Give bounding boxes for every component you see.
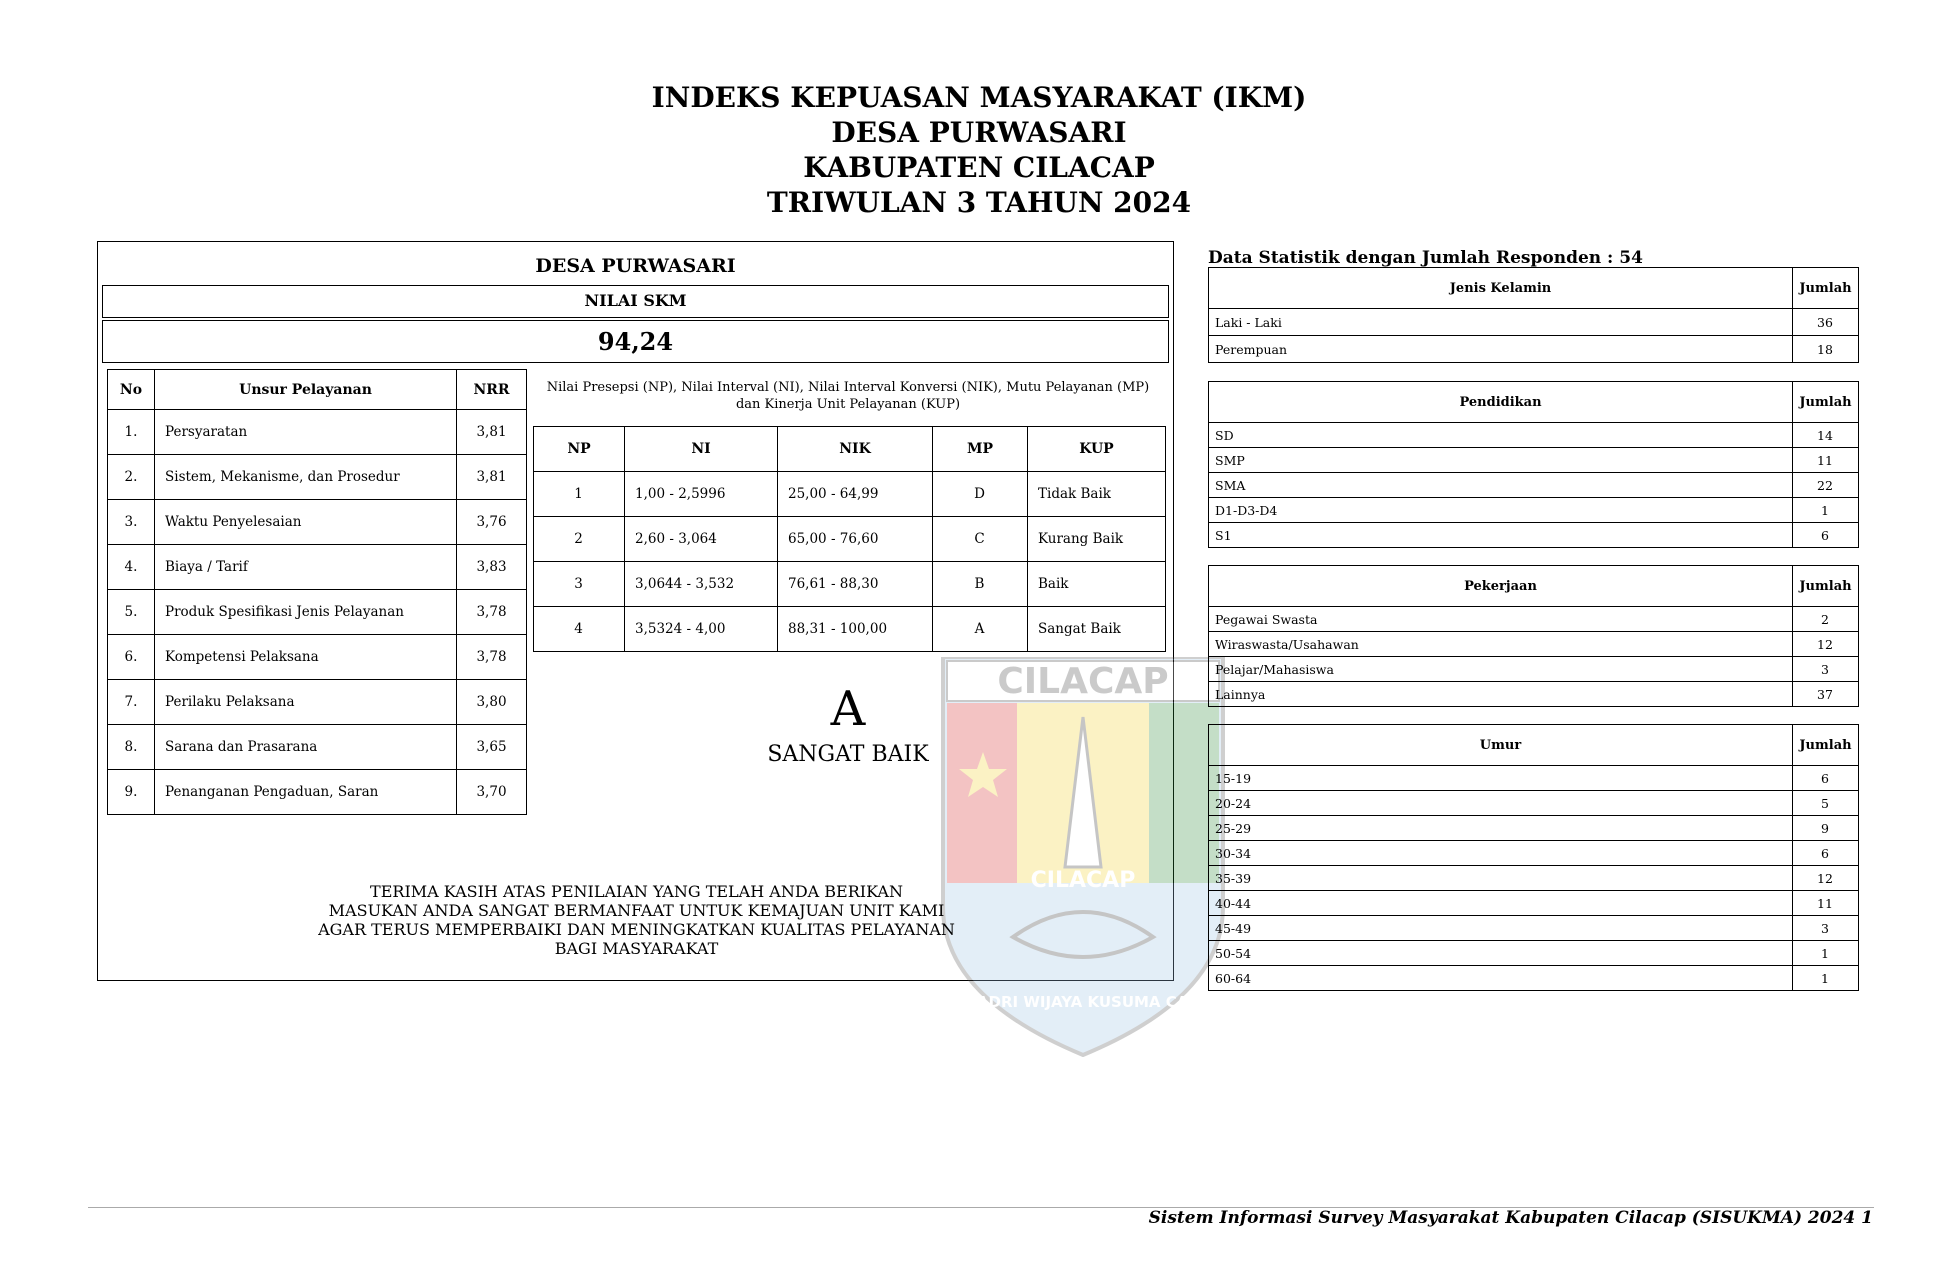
table-row: [1209, 607, 1859, 632]
skm-value: 94,24: [102, 320, 1169, 363]
skm-summary-box: [97, 241, 1216, 1011]
title-line-2: DESA PURWASARI: [831, 116, 1127, 149]
emblem-top-text: CILACAP: [997, 661, 1169, 702]
category-label: 50-54: [1209, 941, 1793, 966]
col-kup-header: KUP: [1028, 427, 1166, 472]
jumlah-header: Jumlah: [1793, 566, 1859, 607]
ni-range: 3,5324 - 4,00: [625, 607, 778, 652]
ni-range: 1,00 - 2,5996: [625, 472, 778, 517]
table-row: [108, 725, 527, 770]
thanks-line-3: AGAR TERUS MEMPERBAIKI DAN MENINGKATKAN KUALITAS PELAYANAN: [318, 920, 955, 939]
table-row: [108, 455, 527, 500]
col-nrr-header: NRR: [457, 370, 527, 410]
table-row: [108, 680, 527, 725]
table-header-row: [1209, 268, 1859, 309]
col-np-header: NP: [534, 427, 625, 472]
table-row: [108, 500, 527, 545]
emblem-bottom-text: JALADRI WIJAYA KUSUMA CAKTI: [950, 993, 1216, 1011]
row-number: 9.: [108, 770, 155, 815]
service-element-name: Produk Spesifikasi Jenis Pelayanan: [155, 590, 457, 635]
table-row: [1209, 498, 1859, 523]
category-header: Jenis Kelamin: [1209, 268, 1793, 309]
education-table: [1208, 381, 1859, 548]
category-label: S1: [1209, 523, 1793, 548]
np-value: 4: [534, 607, 625, 652]
kup-label: Baik: [1028, 562, 1166, 607]
category-header: Umur: [1209, 725, 1793, 766]
nrr-value: 3,81: [457, 410, 527, 455]
np-interval-body: [534, 472, 1166, 652]
thanks-line-4: BAGI MASYARAKAT: [554, 939, 719, 958]
service-element-name: Penanganan Pengaduan, Saran: [155, 770, 457, 815]
table-row: [534, 562, 1166, 607]
table-row: [1209, 309, 1859, 336]
thanks-line-2: MASUKAN ANDA SANGAT BERMANFAAT UNTUK KEMAJUAN UNIT KAMI: [328, 901, 945, 920]
village-heading: DESA PURWASARI: [535, 255, 736, 277]
category-header: Pendidikan: [1209, 382, 1793, 423]
thank-you-message: [98, 882, 1175, 958]
row-number: 7.: [108, 680, 155, 725]
count-value: 12: [1793, 632, 1859, 657]
statistics-title: Data Statistik dengan Jumlah Responden : 54: [1208, 248, 1643, 268]
service-element-name: Kompetensi Pelaksana: [155, 635, 457, 680]
table-row: [534, 607, 1166, 652]
np-caption-line-1: Nilai Presepsi (NP), Nilai Interval (NI), Nilai Interval Konversi (NIK), Mutu Pelayanan (MP): [546, 380, 1150, 395]
mp-grade: A: [933, 607, 1028, 652]
count-value: 18: [1793, 336, 1859, 363]
col-nik-header: NIK: [778, 427, 933, 472]
category-label: 45-49: [1209, 916, 1793, 941]
service-element-name: Waktu Penyelesaian: [155, 500, 457, 545]
table-row: [1209, 941, 1859, 966]
category-label: 20-24: [1209, 791, 1793, 816]
category-label: 40-44: [1209, 891, 1793, 916]
nrr-value: 3,78: [457, 635, 527, 680]
jumlah-header: Jumlah: [1793, 382, 1859, 423]
kup-label: Kurang Baik: [1028, 517, 1166, 562]
table-row: [1209, 816, 1859, 841]
category-label: Perempuan: [1209, 336, 1793, 363]
nrr-value: 3,83: [457, 545, 527, 590]
row-number: 2.: [108, 455, 155, 500]
table-header-row: [1209, 725, 1859, 766]
report-title: [0, 80, 1949, 220]
service-element-name: Biaya / Tarif: [155, 545, 457, 590]
footer-text: Sistem Informasi Survey Masyarakat Kabupaten Cilacap (SISUKMA) 2024 1: [1148, 1208, 1873, 1228]
np-value: 3: [534, 562, 625, 607]
count-value: 6: [1793, 841, 1859, 866]
count-value: 3: [1793, 657, 1859, 682]
nrr-value: 3,76: [457, 500, 527, 545]
count-value: 2: [1793, 607, 1859, 632]
table-row: [1209, 791, 1859, 816]
table-header-row: [1209, 382, 1859, 423]
col-no-header: No: [108, 370, 155, 410]
table-row: [1209, 891, 1859, 916]
col-ni-header: NI: [625, 427, 778, 472]
kup-label: Sangat Baik: [1028, 607, 1166, 652]
count-value: 11: [1793, 891, 1859, 916]
table-row: [1209, 766, 1859, 791]
nrr-value: 3,81: [457, 455, 527, 500]
table-row: [108, 635, 527, 680]
age-table: [1208, 724, 1859, 991]
table-header-row: [108, 370, 527, 410]
quality-grade-letter: A: [830, 681, 866, 737]
count-value: 6: [1793, 766, 1859, 791]
count-value: 6: [1793, 523, 1859, 548]
table-row: [1209, 841, 1859, 866]
table-row: [1209, 448, 1859, 473]
count-value: 22: [1793, 473, 1859, 498]
count-value: 1: [1793, 941, 1859, 966]
count-value: 11: [1793, 448, 1859, 473]
category-label: D1-D3-D4: [1209, 498, 1793, 523]
table-row: [1209, 423, 1859, 448]
jumlah-header: Jumlah: [1793, 725, 1859, 766]
count-value: 36: [1793, 309, 1859, 336]
service-elements-body: [108, 410, 527, 815]
category-label: Pelajar/Mahasiswa: [1209, 657, 1793, 682]
row-number: 3.: [108, 500, 155, 545]
mp-grade: B: [933, 562, 1028, 607]
table-row: [1209, 682, 1859, 707]
category-label: 30-34: [1209, 841, 1793, 866]
count-value: 1: [1793, 966, 1859, 991]
category-label: Wiraswasta/Usahawan: [1209, 632, 1793, 657]
row-number: 8.: [108, 725, 155, 770]
nik-range: 65,00 - 76,60: [778, 517, 933, 562]
gender-table: [1208, 267, 1859, 363]
table-row: [534, 517, 1166, 562]
nrr-value: 3,70: [457, 770, 527, 815]
count-value: 9: [1793, 816, 1859, 841]
category-label: Pegawai Swasta: [1209, 607, 1793, 632]
category-label: 35-39: [1209, 866, 1793, 891]
table-row: [1209, 473, 1859, 498]
category-label: 15-19: [1209, 766, 1793, 791]
category-label: SMP: [1209, 448, 1793, 473]
table-row: [534, 472, 1166, 517]
table-header-row: [534, 427, 1166, 472]
service-element-name: Sarana dan Prasarana: [155, 725, 457, 770]
row-number: 4.: [108, 545, 155, 590]
row-number: 1.: [108, 410, 155, 455]
count-value: 12: [1793, 866, 1859, 891]
np-interval-table: [533, 426, 1166, 652]
service-element-name: Perilaku Pelaksana: [155, 680, 457, 725]
col-unsur-header: Unsur Pelayanan: [155, 370, 457, 410]
table-row: [1209, 916, 1859, 941]
thanks-line-1: TERIMA KASIH ATAS PENILAIAN YANG TELAH ANDA BERIKAN: [370, 882, 903, 901]
title-line-3: KABUPATEN CILACAP: [803, 151, 1155, 184]
count-value: 37: [1793, 682, 1859, 707]
title-line-4: TRIWULAN 3 TAHUN 2024: [766, 186, 1192, 219]
table-row: [1209, 657, 1859, 682]
ni-range: 2,60 - 3,064: [625, 517, 778, 562]
nik-range: 25,00 - 64,99: [778, 472, 933, 517]
np-caption: [528, 379, 1168, 413]
table-row: [108, 770, 527, 815]
table-row: [108, 545, 527, 590]
ni-range: 3,0644 - 3,532: [625, 562, 778, 607]
table-row: [108, 410, 527, 455]
quality-grade-text: SANGAT BAIK: [767, 742, 929, 767]
nrr-value: 3,80: [457, 680, 527, 725]
nik-range: 88,31 - 100,00: [778, 607, 933, 652]
emblem-mid-text: CILACAP: [1030, 868, 1136, 893]
service-element-name: Persyaratan: [155, 410, 457, 455]
nrr-value: 3,78: [457, 590, 527, 635]
count-value: 14: [1793, 423, 1859, 448]
category-label: 60-64: [1209, 966, 1793, 991]
table-row: [1209, 632, 1859, 657]
nrr-value: 3,65: [457, 725, 527, 770]
category-label: Laki - Laki: [1209, 309, 1793, 336]
category-label: 25-29: [1209, 816, 1793, 841]
title-line-1: INDEKS KEPUASAN MASYARAKAT (IKM): [651, 81, 1307, 114]
row-number: 6.: [108, 635, 155, 680]
category-label: Lainnya: [1209, 682, 1793, 707]
category-header: Pekerjaan: [1209, 566, 1793, 607]
table-row: [1209, 966, 1859, 991]
col-mp-header: MP: [933, 427, 1028, 472]
nik-range: 76,61 - 88,30: [778, 562, 933, 607]
np-value: 2: [534, 517, 625, 562]
np-value: 1: [534, 472, 625, 517]
category-label: SD: [1209, 423, 1793, 448]
row-number: 5.: [108, 590, 155, 635]
jumlah-header: Jumlah: [1793, 268, 1859, 309]
category-label: SMA: [1209, 473, 1793, 498]
table-row: [1209, 866, 1859, 891]
count-value: 3: [1793, 916, 1859, 941]
kup-label: Tidak Baik: [1028, 472, 1166, 517]
mp-grade: C: [933, 517, 1028, 562]
mp-grade: D: [933, 472, 1028, 517]
table-header-row: [1209, 566, 1859, 607]
table-row: [108, 590, 527, 635]
occupation-table: [1208, 565, 1859, 707]
np-caption-line-2: dan Kinerja Unit Pelayanan (KUP): [735, 397, 961, 412]
table-row: [1209, 523, 1859, 548]
service-element-name: Sistem, Mekanisme, dan Prosedur: [155, 455, 457, 500]
count-value: 1: [1793, 498, 1859, 523]
table-row: [1209, 336, 1859, 363]
count-value: 5: [1793, 791, 1859, 816]
service-elements-table: [107, 369, 527, 815]
skm-label: NILAI SKM: [102, 285, 1169, 318]
